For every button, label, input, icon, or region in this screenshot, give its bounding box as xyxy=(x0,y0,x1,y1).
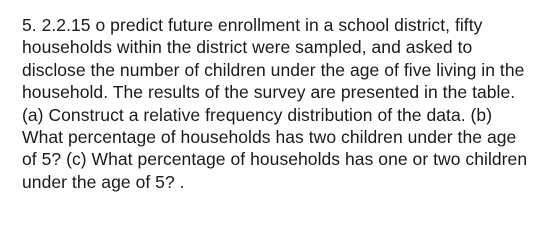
question-line: disclose the number of children under the age of five living in the xyxy=(22,59,525,80)
question-line: households within the district were sampled, and asked to xyxy=(22,37,473,58)
question-line: (a) Construct a relative frequency distribution of the data. (b) xyxy=(22,104,493,125)
question-line: under the age of 5? . xyxy=(22,171,185,192)
question-line: 5. 2.2.15 o predict future enrollment in a school district, fifty xyxy=(22,15,483,35)
question-text xyxy=(22,14,554,193)
question-line: What percentage of households has two children under the age xyxy=(22,127,517,148)
question-line: of 5? (c) What percentage of households has one or two children xyxy=(22,149,528,170)
question-line: household. The results of the survey are presented in the table. xyxy=(22,82,516,103)
